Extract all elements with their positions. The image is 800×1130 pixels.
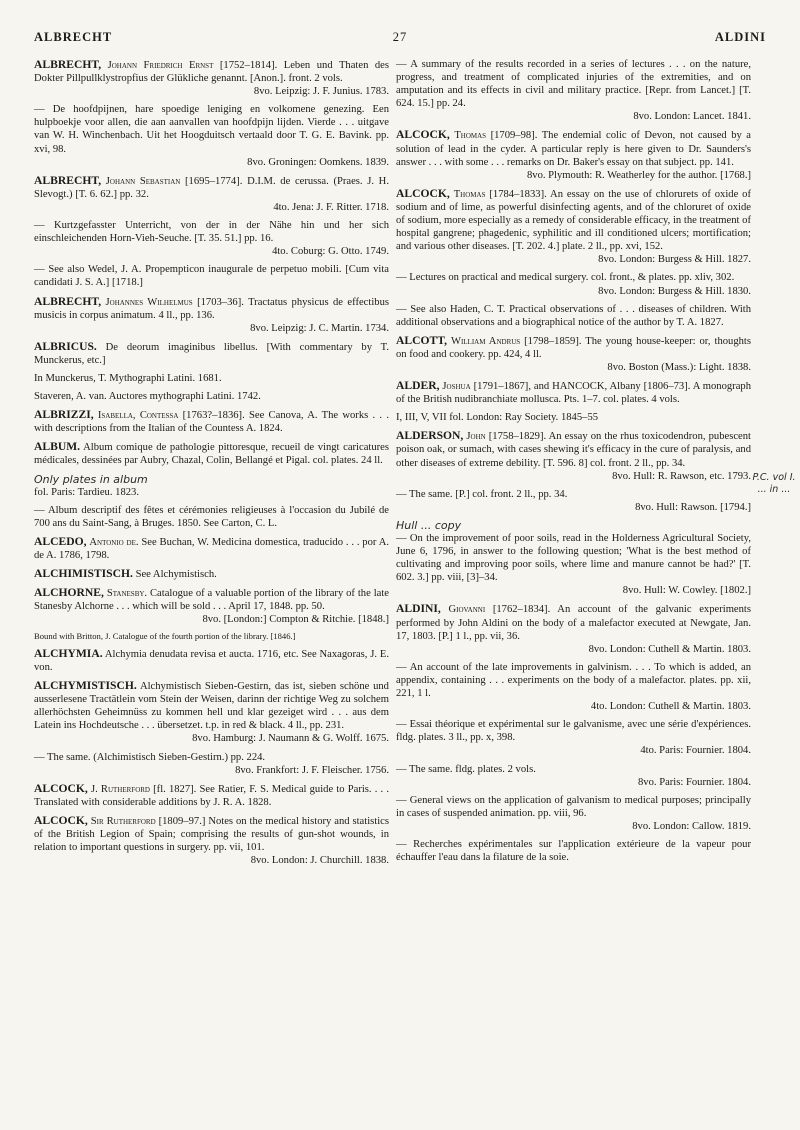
entry-text: — De hoofdpijnen, hare spoedige leniging en volkomene genezing. Een hulpboekje voor allen, die aan aanvallen van hoofdpijn lijden. Vierde . . . uitgave van W. H. Winchenbach. Uit het Hoogduitsch vertaald door T. G. E. Bavink. pp. xvi, 98. — [34, 104, 389, 155]
catalog-entry — [34, 408, 389, 435]
entry-imprint: 8vo. Groningen: Oomkens. 1839. — [247, 156, 389, 168]
entry-heading: ALBRECHT, — [34, 294, 102, 308]
right-column — [396, 58, 751, 869]
entry-text: [1703–36]. Tractatus physicus de effectibus musicis in corpus animatum. 4 ll., pp. 136. — [34, 296, 389, 321]
running-head-right: ALDINI — [714, 30, 766, 44]
entry-imprint: 8vo. Frankfort: J. F. Fleischer. 1756. — [235, 764, 389, 776]
catalog-entry — [34, 567, 389, 581]
catalog-entry — [396, 187, 751, 267]
catalog-entry — [396, 303, 751, 329]
entry-text: Catalogue of a valuable portion of the library of the late Stanesby Alchorne . . . which will be sold . . . April 17, 1848. pp. 50. — [34, 588, 389, 613]
entry-text: — A summary of the results recorded in a series of lectures . . . on the nature, progress, and treatment of complicated injuries of the extremities, and on amputation and its effects in civil and military practice. [Repr. from Lancet.] [T. 624. 15.] pp. 24. — [396, 59, 751, 110]
entry-imprint: 8vo. London: Burgess & Hill. 1830. — [598, 285, 751, 297]
entry-text: — On the improvement of poor soils, read in the Holderness Agricultural Society, June 6, 1796, in answer to the following question; 'What is the best method of cultivating and improving poor soils, where lime and manure cannot be had?' [T. 602. 3.] pp. viii, [3]–34. — [396, 533, 751, 584]
catalog-entry — [396, 488, 751, 514]
entry-text: Staveren, A. van. Auctores mythographi Latini. 1742. — [34, 391, 261, 403]
catalog-entry — [396, 271, 751, 297]
entry-imprint: 8vo. Hull: R. Rawson, etc. 1793. — [612, 470, 751, 482]
entry-name: Isabella, Contessa — [97, 410, 179, 422]
catalog-entry — [34, 679, 389, 745]
entry-name: Giovanni — [448, 604, 486, 616]
catalog-entry — [396, 379, 751, 406]
entry-name: J. Rutherford — [90, 783, 150, 795]
entry-name: Stanesby. — [106, 588, 148, 600]
entry-name: Johann Friedrich Ernst — [107, 60, 214, 71]
catalog-entry — [396, 411, 751, 424]
entry-text: — Recherches expérimentales sur l'application extérieure de la vapeur pour échauffer l'eau dans la filature de la soie. — [396, 838, 751, 864]
entry-heading: ALCOCK, — [396, 128, 450, 142]
running-head — [34, 30, 766, 50]
entry-imprint: 4to. Paris: Fournier. 1804. — [640, 745, 751, 757]
entry-imprint: 8vo. London: Cuthell & Martin. 1803. — [588, 643, 751, 655]
entry-heading: ALBRICUS. — [34, 339, 97, 353]
entry-heading: ALBRECHT, — [34, 173, 102, 187]
entry-name: William Andrus — [450, 335, 521, 347]
entry-heading: ALBUM. — [34, 440, 81, 454]
entry-text: [1762–1834]. An account of the galvanic experiments performed by John Aldini on the body of a malefactor executed at Newgate, Jan. 17, 1803. [P.] 1 l., pp. vii, 36. — [396, 604, 752, 642]
entry-text: — The same. [P.] col. front. 2 ll., pp. 34. — [396, 488, 568, 500]
entry-text: [1784–1833]. An essay on the use of chlorurets of oxide of sodium and of lime, as powerful disinfecting agents, and of the chloruret of oxide of sodium, more especially as a remedy of considerable efficacy, in the treatment of hospital gangrene; phagedenic, syphilitic and ill conditioned ulcers; mortification; and various other diseases. [T. 202. 4.] plate. 2 ll., pp. xvi, 152. — [396, 188, 752, 253]
catalog-entry — [396, 429, 751, 482]
catalog-entry — [34, 586, 389, 626]
catalog-entry — [34, 174, 389, 214]
entry-name: Thomas — [454, 130, 487, 142]
entry-text: [1758–1829]. An essay on the rhus toxicodendron, pubescent poison oak, or sumach, with cases shewing it's efficacy in the cure of paralysis, and other diseases of extreme debility. [T. 596. 8] col. front. 2 ll., pp. 34. — [396, 431, 751, 469]
entry-imprint: 8vo. Boston (Mass.): Light. 1838. — [607, 361, 751, 373]
entry-heading: ALCEDO, — [34, 534, 87, 548]
entry-text: See Alchymistisch. — [135, 569, 217, 581]
entry-text: — Kurtzgefasster Unterricht, von der in der Nähe hin und her sich einschleichenden Horn-Vieh-Seuche. [T. 35. 51.] pp. 16. — [34, 220, 389, 245]
page-number: 27 — [392, 30, 408, 44]
entry-text: [1791–1867], and HANCOCK, Albany [1806–73]. A monograph of the British nudibranchiate mollusca. Pts. 1–7. col. plates. 4 vols. — [396, 381, 751, 406]
entry-imprint: 4to. Jena: J. F. Ritter. 1718. — [273, 201, 389, 213]
entry-text: — Essai théorique et expérimental sur le galvanisme, avec une série d'expériences. fldg. plates. 3 ll., pp. x, 398. — [396, 719, 751, 744]
entry-imprint: 8vo. Plymouth: R. Weatherley for the author. [1768.] — [526, 169, 751, 181]
entry-imprint: 8vo. London: Callow. 1819. — [632, 820, 751, 832]
catalog-entry — [34, 647, 389, 674]
catalog-entry — [34, 340, 389, 367]
entry-heading: ALDERSON, — [396, 429, 464, 443]
entry-heading: ALCOTT, — [396, 333, 447, 347]
entry-text: Alchymistisch Sieben-Gestirn, das ist, sieben schöne und ausserlesene Tractätlein vom Stein der Weisen, darinn der richtige Weg zu solchem allerhöchsten Geheimnüss zu kommen hell und klar gezeiget wird . . . aus dem Latein ins Hochdeutsche . . . übersetzet. t.p. in red & black. 4 ll., pp. 231. — [34, 681, 389, 732]
entry-text: See Buchan, W. Medicina domestica, traducido . . . por A. de A. 1786, 1798. — [34, 536, 389, 561]
catalog-entry — [34, 751, 389, 777]
catalog-entry — [396, 532, 751, 597]
catalog-entry — [34, 486, 389, 499]
entry-heading: ALCOCK, — [396, 186, 450, 200]
catalog-entry — [34, 440, 389, 467]
entry-imprint: 8vo. London: Lancet. 1841. — [633, 111, 751, 123]
catalog-entry — [34, 631, 389, 641]
catalog-entry — [396, 661, 751, 713]
catalog-entry — [34, 372, 389, 385]
entry-imprint: 8vo. Hull: W. Cowley. [1802.] — [622, 585, 751, 597]
catalog-entry — [34, 263, 389, 289]
catalog-entry — [396, 334, 751, 374]
entry-imprint: 8vo. London: J. Churchill. 1838. — [250, 855, 389, 867]
entry-text: — The same. fldg. plates. 2 vols. — [396, 763, 536, 775]
entry-text: Alchymia denudata revisa et aucta. 1716, etc. See Naxagoras, J. E. von. — [34, 648, 389, 673]
entry-text: [1709–98]. The endemial colic of Devon, not caused by a solution of lead in the cyder. A particular reply is here given to Dr. Saunders's answer . . . with some . . . remarks on Dr. Baker's essay on that subject. pp. 141. — [396, 130, 751, 168]
catalog-entry — [34, 58, 389, 98]
catalog-entry — [34, 390, 389, 403]
entry-text: [1695–1774]. D.I.M. de cerussa. (Praes. J. H. Slevogt.) [T. 6. 62.] pp. 32. — [34, 175, 389, 200]
catalog-entry — [396, 718, 751, 757]
catalog-entry — [34, 295, 389, 335]
entry-heading: ALCHORNE, — [34, 586, 104, 600]
entry-text: I, III, V, VII fol. London: Ray Society. 1845–55 — [396, 412, 599, 424]
entry-text: De deorum imaginibus libellus. [With commentary by T. Munckerus, etc.] — [34, 341, 389, 366]
entry-text: — The same. (Alchimistisch Sieben-Gestirn.) pp. 224. — [34, 751, 266, 763]
catalog-entry — [34, 103, 389, 168]
entry-text: [1798–1859]. The young house-keeper: or, thoughts on food and cookery. pp. 424, 4 ll. — [396, 335, 751, 360]
entry-heading: ALCHYMIA. — [34, 646, 103, 660]
entry-imprint: 8vo. Leipzig: J. C. Martin. 1734. — [250, 322, 389, 334]
entry-text: In Munckerus, T. Mythographi Latini. 1681. — [34, 372, 222, 384]
entry-heading: ALCHIMISTISCH. — [34, 567, 133, 581]
entry-text: — See also Haden, C. T. Practical observations of . . . diseases of children. With additional observations and a biographical notice of the author by T. A. 1827. — [396, 303, 751, 328]
entry-imprint: 8vo. Leipzig: J. F. Junius. 1783. — [253, 86, 389, 98]
entry-heading: ALDINI, — [396, 602, 441, 616]
catalog-entry — [34, 219, 389, 258]
entry-name: Johann Sebastian — [105, 175, 181, 187]
entry-text: — Lectures on practical and medical surgery. col. front., & plates. pp. xliv, 302. — [396, 272, 735, 284]
entry-name: Thomas — [453, 188, 486, 200]
entry-imprint: 8vo. Hamburg: J. Naumann & G. Wolff. 1675. — [192, 733, 389, 745]
entry-heading: ALDER, — [396, 379, 440, 393]
entry-text: — General views on the application of galvanism to medical purposes; principally in cases of suspended animation. pp. viii, 96. — [396, 794, 751, 819]
entry-heading: ALBRIZZI, — [34, 408, 94, 422]
catalog-entry — [396, 58, 751, 123]
margin-annotation: P.C. vol I. ... in ... — [752, 472, 796, 495]
catalog-entry — [34, 535, 389, 562]
catalog-entry — [396, 602, 751, 655]
running-head-left: ALBRECHT — [34, 30, 113, 44]
entry-name: Sir Rutherford — [90, 815, 156, 827]
handwritten-signature: Hull ... copy — [396, 518, 462, 532]
entry-imprint: 4to. Coburg: G. Otto. 1749. — [272, 246, 389, 258]
catalog-entry — [34, 782, 389, 809]
entry-text: — Album descriptif des fêtes et cérémonies religieuses à l'occasion du Jubilé de 700 ans du Saint-Sang, à Bruges. 1850. See Carton, C. L. — [34, 504, 389, 529]
entry-text: Bound with Britton, J. Catalogue of the fourth portion of the library. [1846.] — [34, 631, 296, 642]
entry-name: Johannes Wilhelmus — [105, 296, 193, 308]
entry-imprint: 8vo. Hull: Rawson. [1794.] — [635, 501, 751, 513]
entry-text: [1809–97.] Notes on the medical history and statistics of the British Legion of Spain; comprising the results of gun-shot wounds, in relation to important questions in surgery. pp. vii, 101. — [34, 815, 389, 854]
entry-text: [fl. 1827]. See Ratier, F. S. Medical guide to Paris. . . . Translated with considerable additions by J. R. A. 1828. — [34, 783, 390, 808]
entry-name: Antonio de. — [89, 536, 139, 548]
catalog-entry — [396, 763, 751, 789]
entry-imprint: 8vo. London: Burgess & Hill. 1827. — [598, 254, 751, 266]
entry-name: John — [466, 431, 486, 443]
catalog-entry — [34, 814, 389, 867]
entry-name: Joshua — [442, 381, 471, 393]
entry-heading: ALCOCK, — [34, 813, 88, 827]
entry-text: fol. Paris: Tardieu. 1823. — [34, 486, 139, 498]
entry-text: — See also Wedel, J. A. Propempticon inaugurale de perpetuo mobili. [Cum vita candidati J. S. A.] [1718.] — [34, 264, 389, 289]
entry-imprint: 8vo. [London:] Compton & Ritchie. [1848.] — [202, 614, 389, 626]
handwritten-note: Only plates in album — [34, 472, 148, 486]
entry-text: [1763?–1836]. See Canova, A. The works . . . with descriptions from the Italian of the Countess A. 1824. — [34, 410, 389, 435]
catalog-entry — [34, 504, 389, 530]
catalog-entry — [396, 838, 751, 864]
catalog-entry — [396, 794, 751, 833]
entry-heading: ALBRECHT, — [34, 58, 102, 71]
entry-text: — An account of the late improvements in galvinism. . . . To which is added, an appendix, containing . . . experiments on the body of a malefactor. plates. pp. xii, 221, 1 l. — [396, 661, 751, 700]
entry-imprint: 4to. London: Cuthell & Martin. 1803. — [590, 701, 751, 713]
left-column — [34, 58, 389, 872]
entry-heading: ALCOCK, — [34, 781, 88, 795]
entry-heading: ALCHYMISTISCH. — [34, 679, 137, 693]
entry-text: [1752–1814]. Leben und Thaten des Dokter Pillpullklystropfius der Glükliche genannt. [Anon.]. front. 2 vols. — [34, 60, 389, 85]
entry-text: Album comique de pathologie pittoresque, recueil de vingt caricatures médicales, dessinées par Aubry, Chazal, Colin, Bellangé et Pigal. col. plates. 24 ll. — [34, 442, 389, 467]
catalog-entry — [396, 128, 751, 181]
entry-imprint: 8vo. Paris: Fournier. 1804. — [638, 776, 751, 788]
